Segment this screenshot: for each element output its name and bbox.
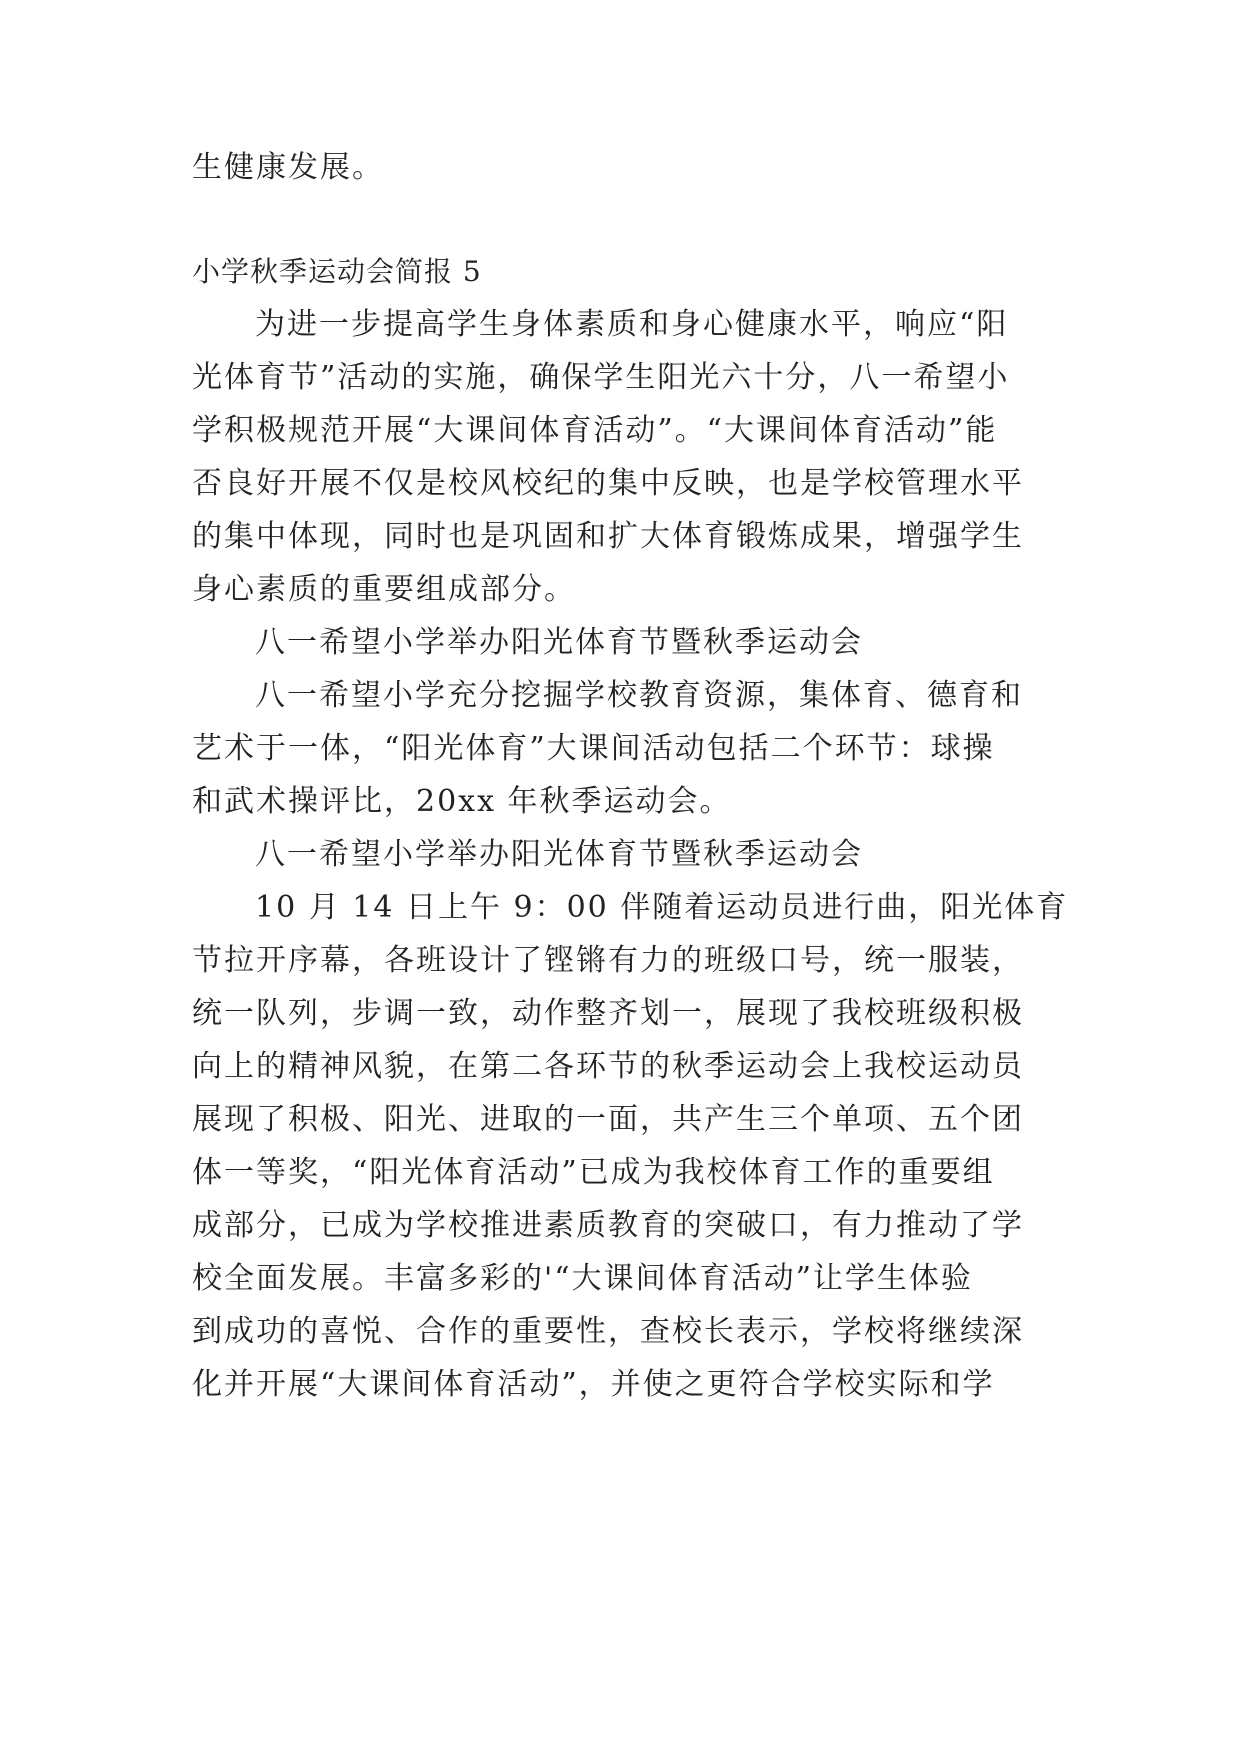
carryover-line: 生健康发展。 [192,150,384,185]
paragraph-line: 艺术于一体，“阳光体育”大课间活动包括二个环节：球操 [192,731,995,766]
subheading: 八一希望小学举办阳光体育节暨秋季运动会 [255,837,863,872]
paragraph-line: 校全面发展。丰富多彩的'“大课间体育活动”让学生体验 [192,1261,973,1296]
paragraph-line: 八一希望小学充分挖掘学校教育资源，集体育、德育和 [255,678,1023,713]
paragraph-line: 10 月 14 日上午 9：00 伴随着运动员进行曲，阳光体育 [255,890,1069,925]
paragraph-line: 展现了积极、阳光、进取的一面，共产生三个单项、五个团 [192,1102,1024,1137]
paragraph-line: 向上的精神风貌，在第二各环节的秋季运动会上我校运动员 [192,1049,1024,1084]
subheading: 八一希望小学举办阳光体育节暨秋季运动会 [255,625,863,660]
paragraph-line: 到成功的喜悦、合作的重要性，查校长表示，学校将继续深 [192,1314,1024,1349]
paragraph-line: 统一队列，步调一致，动作整齐划一，展现了我校班级积极 [192,996,1024,1031]
paragraph-line: 体一等奖，“阳光体育活动”已成为我校体育工作的重要组 [192,1155,995,1190]
paragraph-line: 光体育节”活动的实施，确保学生阳光六十分，八一希望小 [192,360,1010,395]
paragraph-line: 节拉开序幕，各班设计了铿锵有力的班级口号，统一服装， [192,943,1024,978]
paragraph-line: 身心素质的重要组成部分。 [192,572,576,607]
paragraph-line: 为进一步提高学生身体素质和身心健康水平，响应“阳 [255,307,1009,342]
paragraph-line: 的集中体现，同时也是巩固和扩大体育锻炼成果，增强学生 [192,519,1024,554]
section-title: 小学秋季运动会简报 5 [192,255,482,288]
paragraph-line: 化并开展“大课间体育活动”，并使之更符合学校实际和学 [192,1367,995,1402]
paragraph-line: 和武术操评比，20xx 年秋季运动会。 [192,784,732,819]
paragraph-line: 学积极规范开展“大课间体育活动”。“大课间体育活动”能 [192,413,998,448]
paragraph-line: 否良好开展不仅是校风校纪的集中反映，也是学校管理水平 [192,466,1024,501]
paragraph-line: 成部分，已成为学校推进素质教育的突破口，有力推动了学 [192,1208,1024,1243]
